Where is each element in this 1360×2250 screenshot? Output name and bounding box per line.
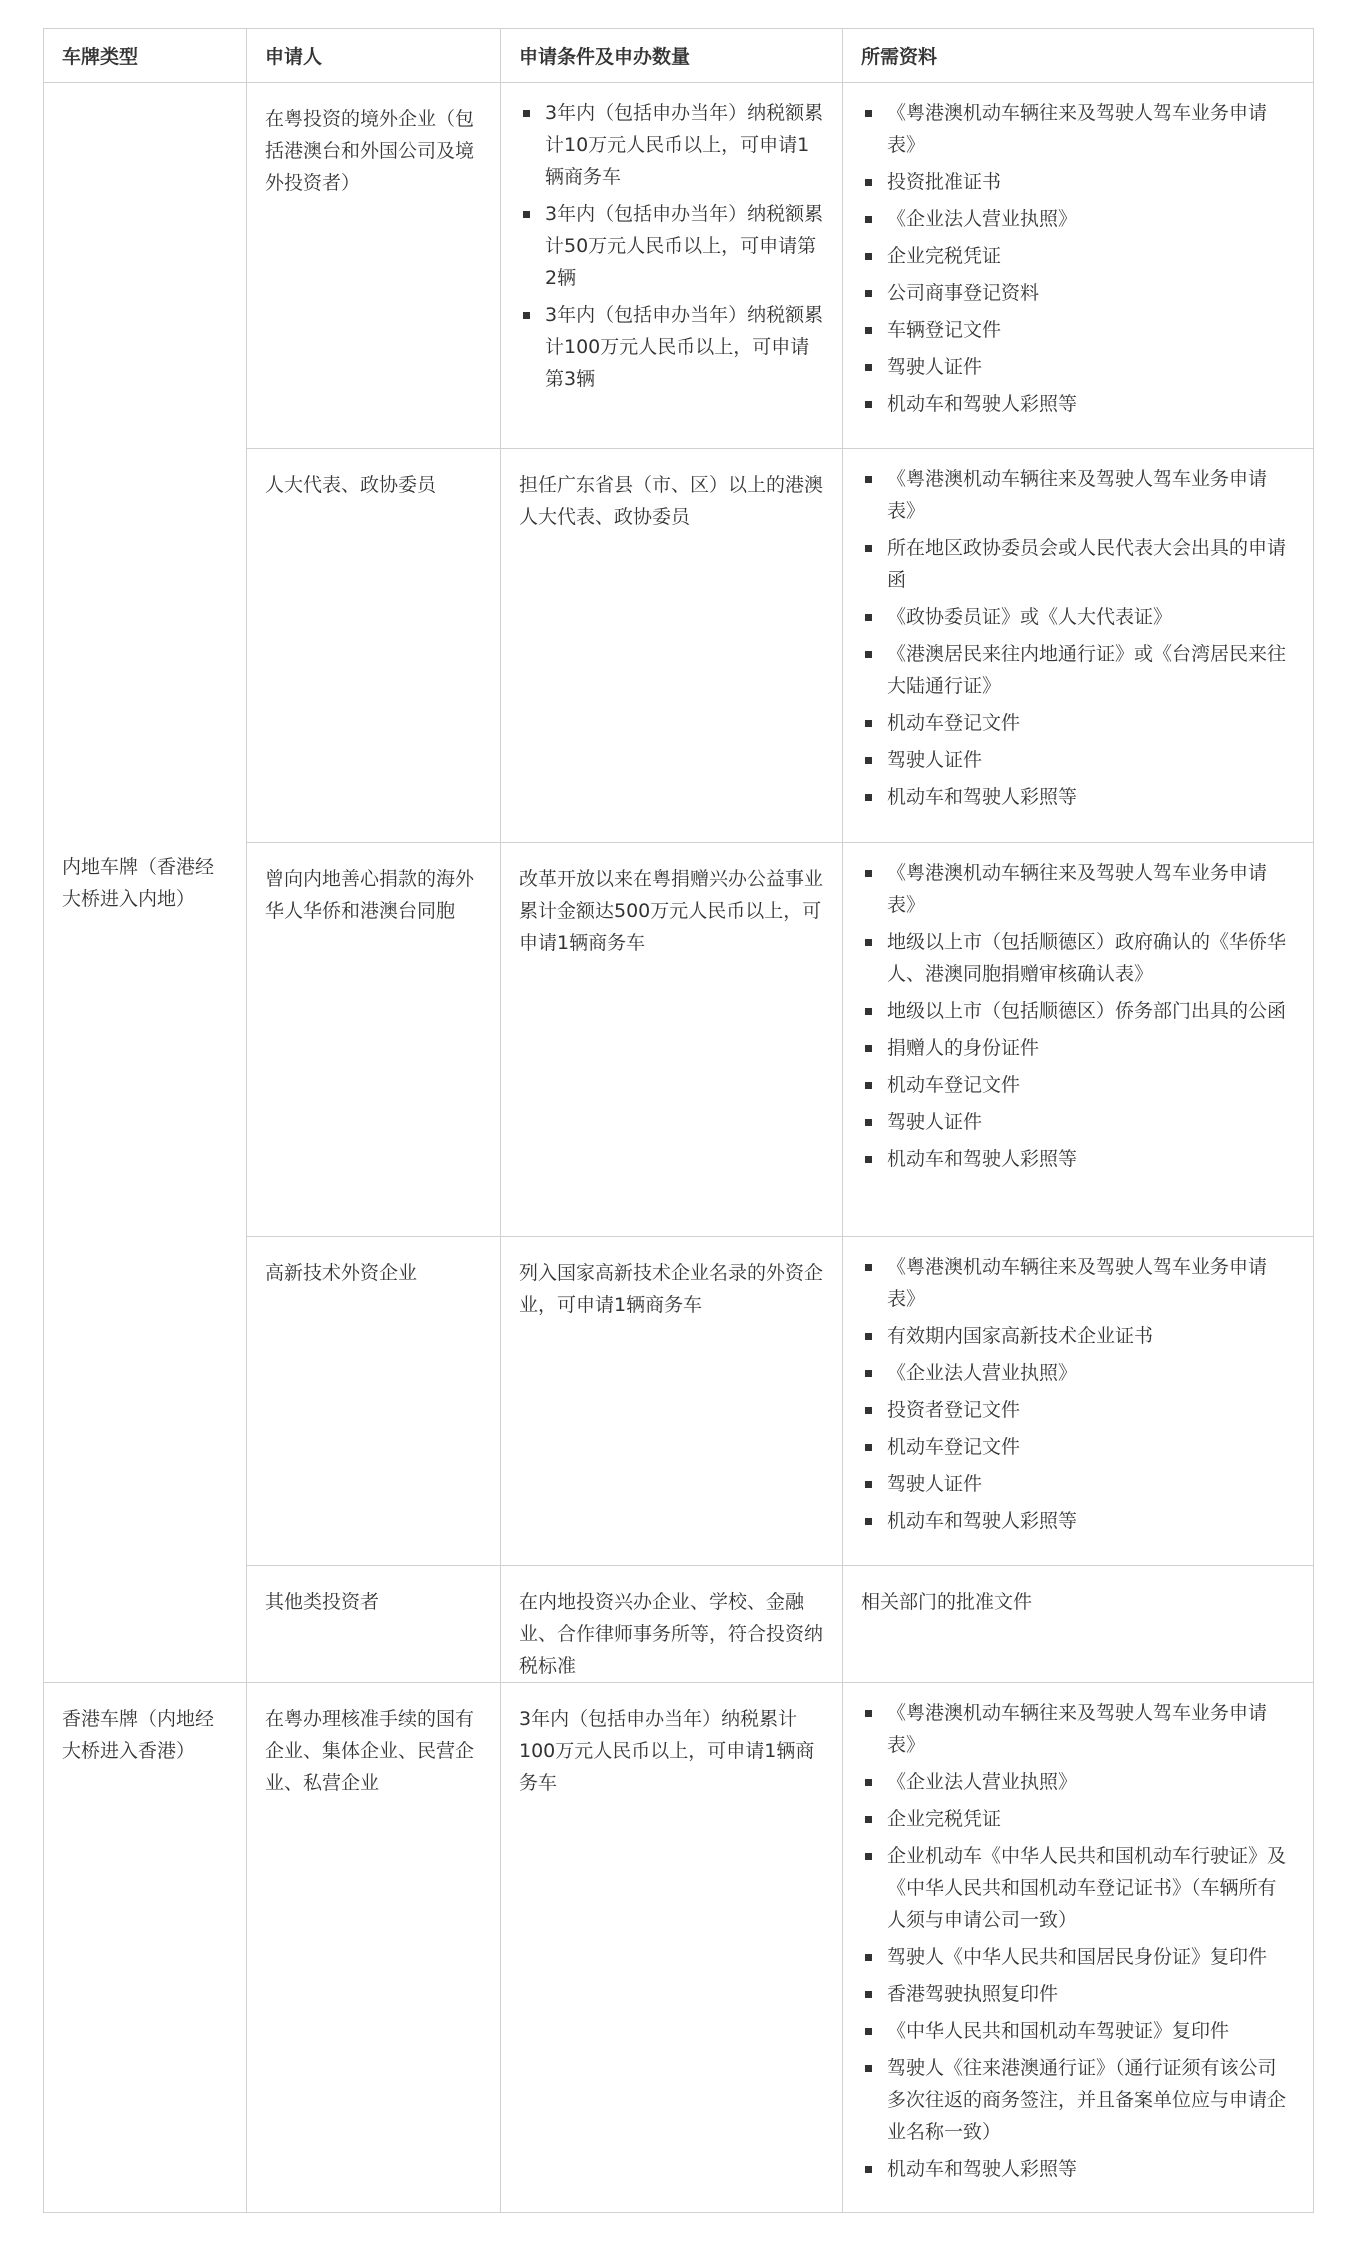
applicant-text: 在粤投资的境外企业（包括港澳台和外国公司及境外投资者）: [265, 108, 475, 194]
header-materials: 所需资料: [843, 29, 1314, 83]
header-applicant: 申请人: [247, 29, 501, 83]
list-item: 机动车登记文件: [861, 1431, 1295, 1463]
list-item: 《粤港澳机动车辆往来及驾驶人驾车业务申请表》: [861, 1697, 1295, 1761]
plate-type-hongkong: 香港车牌（内地经大桥进入香港）: [62, 1708, 215, 1762]
list-item: 捐赠人的身份证件: [861, 1032, 1295, 1064]
list-item: 《企业法人营业执照》: [861, 1357, 1295, 1389]
applicant-text: 高新技术外资企业: [265, 1262, 418, 1284]
conditions-text: 列入国家高新技术企业名录的外资企业，可申请1辆商务车: [519, 1262, 824, 1316]
license-plate-table: [43, 28, 1314, 2213]
header-plate-type: 车牌类型: [44, 29, 247, 83]
list-item: 驾驶人《往来港澳通行证》（通行证须有该公司多次往返的商务签注，并且备案单位应与申请企业名称一致）: [861, 2052, 1295, 2148]
materials-list: [861, 83, 1295, 420]
applicant-text: 在粤办理核准手续的国有企业、集体企业、民营企业、私营企业: [265, 1708, 475, 1794]
materials-cell: [843, 83, 1314, 449]
list-item: 机动车和驾驶人彩照等: [861, 1143, 1295, 1175]
applicant-text: 其他类投资者: [265, 1591, 380, 1613]
table-row: [44, 1683, 1314, 2213]
materials-text: 相关部门的批准文件: [861, 1591, 1033, 1613]
list-item: 机动车和驾驶人彩照等: [861, 388, 1295, 420]
list-item: 驾驶人证件: [861, 1468, 1295, 1500]
conditions-cell: [501, 449, 843, 843]
list-item: 3年内（包括申办当年）纳税额累计10万元人民币以上，可申请1辆商务车: [519, 97, 824, 193]
list-item: 《粤港澳机动车辆往来及驾驶人驾车业务申请表》: [861, 1251, 1295, 1315]
applicant-cell: [247, 1237, 501, 1566]
materials-list: [861, 1683, 1295, 2185]
list-item: 机动车登记文件: [861, 707, 1295, 739]
list-item: 《企业法人营业执照》: [861, 203, 1295, 235]
list-item: 《粤港澳机动车辆往来及驾驶人驾车业务申请表》: [861, 97, 1295, 161]
conditions-list: [519, 83, 824, 395]
applicant-cell: [247, 1683, 501, 2213]
list-item: 驾驶人《中华人民共和国居民身份证》复印件: [861, 1941, 1295, 1973]
materials-cell: [843, 843, 1314, 1237]
list-item: 驾驶人证件: [861, 351, 1295, 383]
list-item: 《中华人民共和国机动车驾驶证》复印件: [861, 2015, 1295, 2047]
materials-cell: [843, 1237, 1314, 1566]
list-item: 机动车和驾驶人彩照等: [861, 781, 1295, 813]
list-item: 3年内（包括申办当年）纳税额累计50万元人民币以上，可申请第2辆: [519, 198, 824, 294]
list-item: 机动车登记文件: [861, 1069, 1295, 1101]
list-item: 投资批准证书: [861, 166, 1295, 198]
table-row: [44, 83, 1314, 449]
list-item: 地级以上市（包括顺德区）侨务部门出具的公函: [861, 995, 1295, 1027]
conditions-text: 改革开放以来在粤捐赠兴办公益事业累计金额达500万元人民币以上，可申请1辆商务车: [519, 868, 824, 954]
applicant-cell: [247, 1566, 501, 1683]
list-item: 《港澳居民来往内地通行证》或《台湾居民来往大陆通行证》: [861, 638, 1295, 702]
list-item: 机动车和驾驶人彩照等: [861, 2153, 1295, 2185]
applicant-cell: [247, 843, 501, 1237]
table-header-row: [44, 29, 1314, 83]
conditions-text: 在内地投资兴办企业、学校、金融业、合作律师事务所等，符合投资纳税标准: [519, 1591, 824, 1677]
list-item: 车辆登记文件: [861, 314, 1295, 346]
list-item: 企业机动车《中华人民共和国机动车行驶证》及《中华人民共和国机动车登记证书》（车辆所有人须与申请公司一致）: [861, 1840, 1295, 1936]
conditions-cell: [501, 843, 843, 1237]
applicant-cell: [247, 449, 501, 843]
applicant-text: 人大代表、政协委员: [265, 474, 437, 496]
header-conditions: 申请条件及申办数量: [501, 29, 843, 83]
list-item: 《粤港澳机动车辆往来及驾驶人驾车业务申请表》: [861, 463, 1295, 527]
materials-list: [861, 843, 1295, 1175]
list-item: 企业完税凭证: [861, 1803, 1295, 1835]
list-item: 《政协委员证》或《人大代表证》: [861, 601, 1295, 633]
plate-type-cell: [44, 1683, 247, 2213]
list-item: 投资者登记文件: [861, 1394, 1295, 1426]
conditions-cell: [501, 1683, 843, 2213]
list-item: 《企业法人营业执照》: [861, 1766, 1295, 1798]
conditions-cell: [501, 1566, 843, 1683]
list-item: 地级以上市（包括顺德区）政府确认的《华侨华人、港澳同胞捐赠审核确认表》: [861, 926, 1295, 990]
conditions-text: 3年内（包括申办当年）纳税累计100万元人民币以上，可申请1辆商务车: [519, 1708, 815, 1794]
list-item: 所在地区政协委员会或人民代表大会出具的申请函: [861, 532, 1295, 596]
plate-type-mainland: 内地车牌（香港经大桥进入内地）: [62, 855, 215, 910]
list-item: 企业完税凭证: [861, 240, 1295, 272]
plate-type-cell: [44, 83, 247, 1683]
list-item: 公司商事登记资料: [861, 277, 1295, 309]
materials-cell: [843, 449, 1314, 843]
list-item: 3年内（包括申办当年）纳税额累计100万元人民币以上，可申请第3辆: [519, 299, 824, 395]
list-item: 有效期内国家高新技术企业证书: [861, 1320, 1295, 1352]
materials-list: [861, 1237, 1295, 1537]
materials-cell: [843, 1566, 1314, 1683]
list-item: 驾驶人证件: [861, 744, 1295, 776]
applicant-cell: [247, 83, 501, 449]
list-item: 机动车和驾驶人彩照等: [861, 1505, 1295, 1537]
conditions-cell: [501, 83, 843, 449]
materials-cell: [843, 1683, 1314, 2213]
conditions-text: 担任广东省县（市、区）以上的港澳人大代表、政协委员: [519, 474, 824, 528]
list-item: 驾驶人证件: [861, 1106, 1295, 1138]
conditions-cell: [501, 1237, 843, 1566]
materials-list: [861, 449, 1295, 813]
list-item: 香港驾驶执照复印件: [861, 1978, 1295, 2010]
applicant-text: 曾向内地善心捐款的海外华人华侨和港澳台同胞: [265, 868, 475, 922]
list-item: 《粤港澳机动车辆往来及驾驶人驾车业务申请表》: [861, 857, 1295, 921]
